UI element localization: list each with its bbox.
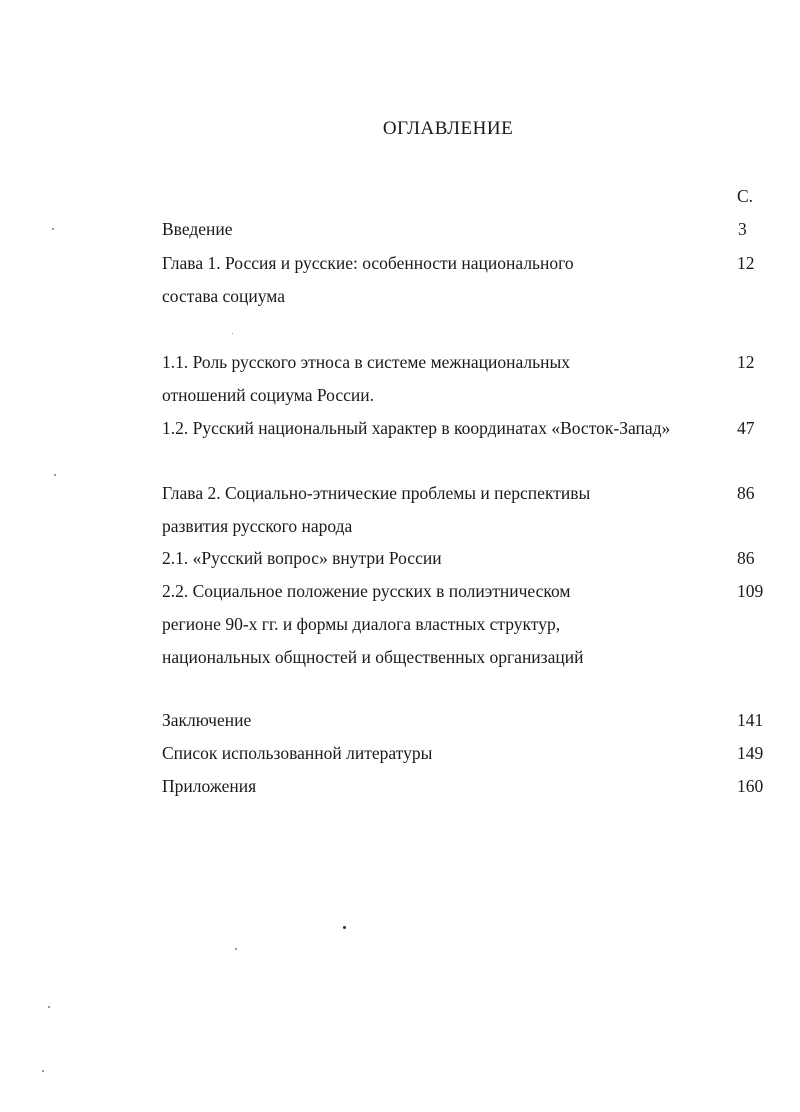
scan-speck (232, 333, 233, 334)
toc-entry-section-2-2-cont: регионе 90-х гг. и формы диалога властных структур, (162, 614, 561, 634)
scan-speck (52, 228, 54, 230)
toc-page-section-2-2: 109 (737, 581, 764, 601)
toc-entry-section-1-1-cont: отношений социума России. (162, 385, 374, 405)
toc-page-bibliography: 149 (737, 743, 764, 763)
toc-page-introduction: 3 (738, 219, 747, 239)
toc-entry-section-1-1: 1.1. Роль русского этноса в системе межнациональных (162, 352, 570, 372)
toc-page-chapter-2: 86 (737, 483, 755, 503)
toc-entry-chapter-1: Глава 1. Россия и русские: особенности национального (162, 253, 574, 273)
toc-page-chapter-1: 12 (737, 253, 755, 273)
toc-entry-appendices: Приложения (162, 776, 257, 796)
scan-speck (48, 1006, 50, 1008)
toc-page-conclusion: 141 (737, 710, 764, 730)
toc-entry-section-2-2-cont2: национальных общностей и общественных организаций (162, 647, 584, 667)
page-column-header: С. (737, 186, 754, 206)
scan-speck (235, 948, 237, 950)
toc-entry-section-2-2: 2.2. Социальное положение русских в полиэтническом (162, 581, 571, 601)
toc-entry-section-1-2: 1.2. Русский национальный характер в координатах «Восток-Запад» (162, 418, 671, 438)
toc-page-appendices: 160 (737, 776, 764, 796)
toc-entry-conclusion: Заключение (162, 710, 252, 730)
toc-entry-introduction: Введение (162, 219, 233, 239)
scan-speck (42, 1070, 44, 1072)
toc-page-section-2-1: 86 (737, 548, 755, 568)
toc-entry-chapter-2-cont: развития русского народа (162, 516, 353, 536)
scan-speck (54, 474, 56, 476)
toc-entry-chapter-2: Глава 2. Социально-этнические проблемы и перспективы (162, 483, 591, 503)
toc-entry-bibliography: Список использованной литературы (162, 743, 433, 763)
page-title: ОГЛАВЛЕНИЕ (382, 118, 514, 139)
toc-page-section-1-1: 12 (737, 352, 755, 372)
toc-entry-section-2-1: 2.1. «Русский вопрос» внутри России (162, 548, 442, 568)
scan-speck (343, 926, 346, 929)
toc-entry-chapter-1-cont: состава социума (162, 286, 286, 306)
toc-page-section-1-2: 47 (737, 418, 755, 438)
